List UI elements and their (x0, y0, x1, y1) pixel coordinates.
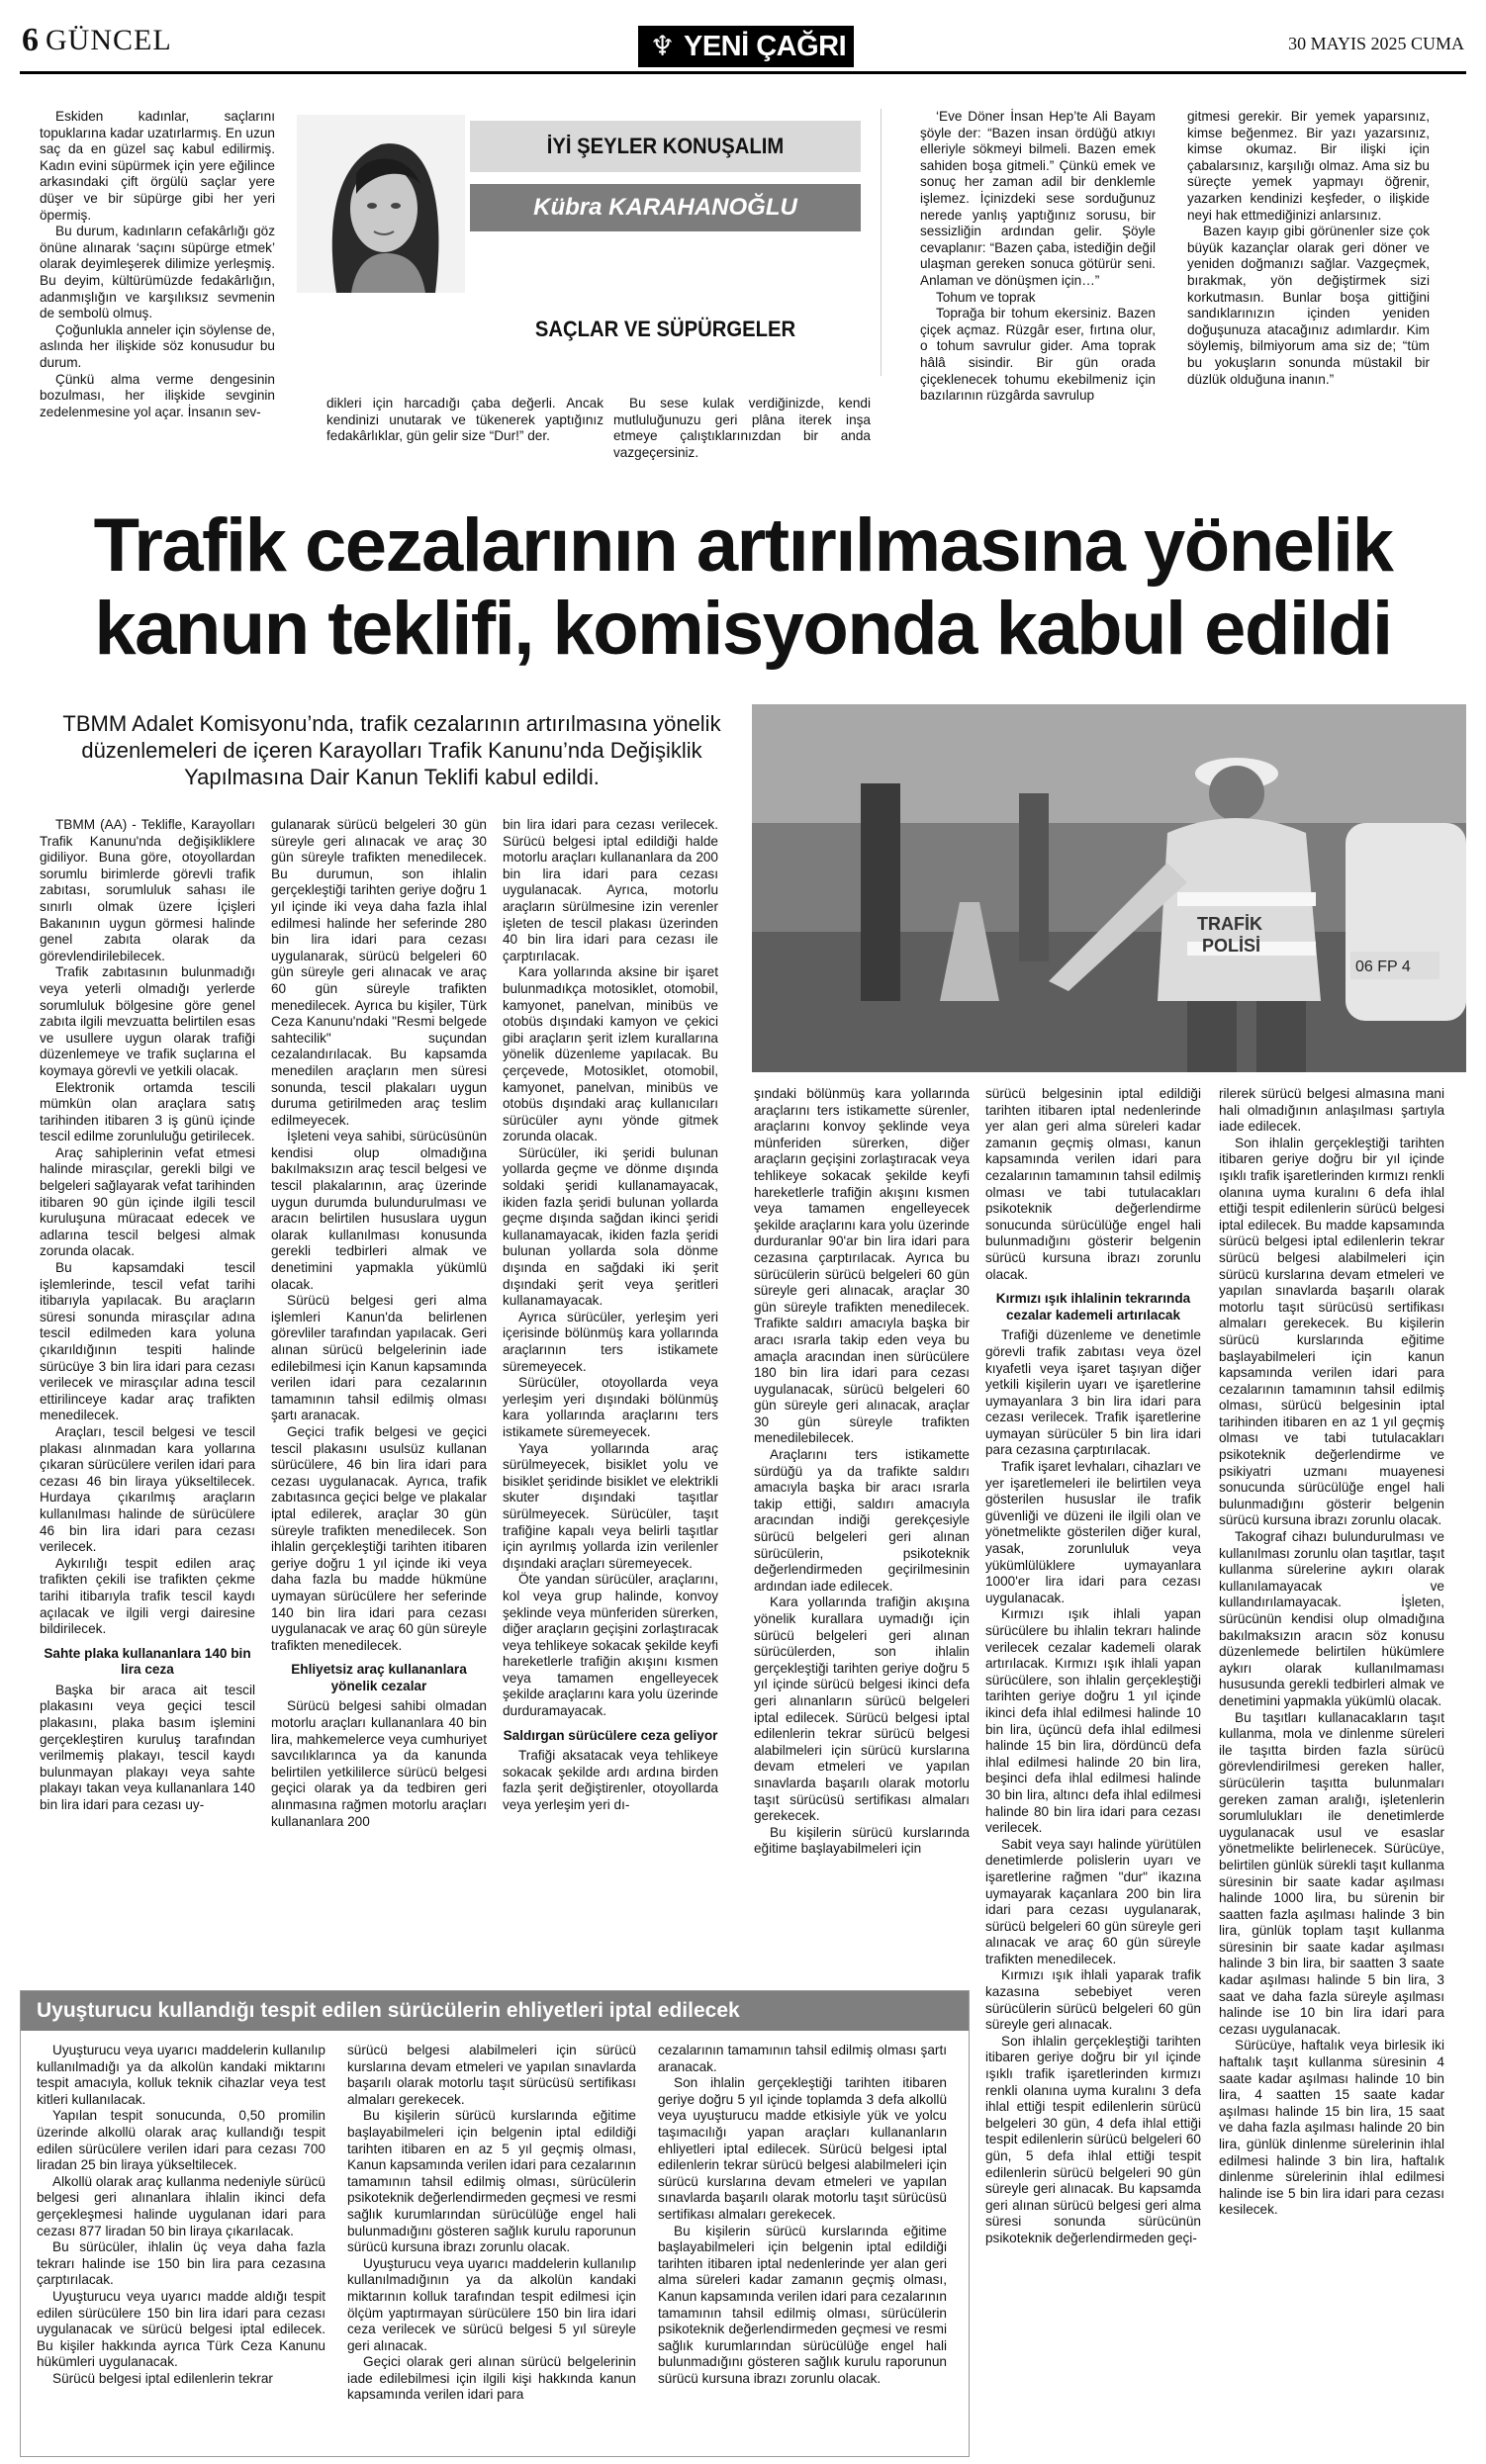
masthead-emblem-icon: ♆ (650, 30, 676, 62)
masthead-title: YENİ ÇAĞRI (684, 31, 847, 62)
drug-box-col-2: sürücü belgesi alabilmeleri için sürücü kurslarına devam etmeleri ve yapılan sınavlarda başarılı olarak motorlu taşıt sürücüsü sertifikası almaları gerekecek. Bu kişilerin sürücü kurslarında eğitime başlayabilmeleri için belgenin iptal edildiği tarihten itibaren en az 5 yıl geçmiş olması, Kanun kapsamında verilen idari para cezalarının tamamının tahsil edilmiş olması, sürücülerin psikoteknik değerlendirmeden geçmesi ve resmi sağlık kurumlarından sürücülüğe engel hali bulunmadığını gösteren sağlık kurulu raporunun sürücü kursuna ibrazı zorunlu olacak. Uyuşturucu veya uyarıcı maddelerin kullanılıp kullanılmadığının ya da alkolün kandaki miktarının kolluk tarafından tespit edilmesi için ölçüm yaptırmayan sürücülere 150 bin lira idari ceza verilecek ve sürücü belgesi 5 yıl süreyle geri alınacak. Geçici olarak geri alınan sürücü belgelerinin iade edilebilmesi için ilgili kişi hakkında kanun kapsamında verilen idari para (347, 2043, 636, 2403)
drug-box-col-1: Uyuşturucu veya uyarıcı maddelerin kullanılıp kullanılmadığı ya da alkolün kandaki miktarını tespit amacıyla, kolluk teknik cihazlar veya test kitleri kullanılacak. Yapılan tespit sonucunda, 0,50 promilin üzerinde alkollü olarak araç kullandığı tespit edilen sürücülere verilen idari para cezası 700 liradan 25 bin liraya yükseltilecek. Alkollü olarak araç kullanma nedeniyle sürücü belgesi geri alınanlara ihlalin ikinci defa gerçekleşmesi halinde uygulanan idari para cezası 877 liradan 50 bin liraya çıkarılacak. Bu sürücüler, ihlalin üç veya daha fazla tekrarı halinde ise 150 bin lira para cezasına çarptırılacak. Uyuşturucu veya uyarıcı madde aldığı tespit edilen sürücülere 150 bin lira idari para cezası uygulanacak ve sürücü belgesi iptal edilecek. Bu kişiler hakkında ayrıca Türk Ceza Kanunu hükümleri uygulanacak. Sürücü belgesi iptal edilenlerin tekrar (37, 2043, 325, 2386)
masthead-logo (638, 26, 854, 67)
traffic-police-photo (752, 704, 1466, 1072)
subheading: Saldırgan sürücülere ceza geliyor (503, 1727, 718, 1743)
headline-line-1: Trafik cezalarının artırılmasına yönelik (93, 503, 1393, 588)
opinion-col-1: Eskiden kadınlar, saçlarını topuklarına kadar uzatırlarmış. En uzun saç da en güzel saç kabul edilirmiş. Kadın evini süpürmek için yere eğilince arkasındaki çift örgülü saçlar yere düşer ve bir süpürge gibi her yeri öpermiş. Bu durum, kadınların cefakârlığı göz önüne alınarak ‘saçını süpürge etmek’ olarak deyimleşerek dilimize yerleşmiş. Bu deyim, kültürümüzde fedakârlığın, adanmışlığın ve karşılıksız sevmenin de sembolü olmuş. Çoğunlukla anneler için söylense de, aslında her ilişkide söz konusudur bu durum. Çünkü alma verme dengesinin bozulması, her ilişkide sevginin zedelenmesine yol açar. İnsanın sev- (40, 109, 275, 419)
column-title: SAÇLAR VE SÜPÜRGELER (534, 317, 796, 341)
article-col-6: rilerek sürücü belgesi almasına mani hali olmadığının anlaşılması şartıyla iade edilecek. Son ihlalin gerçekleştiği tarihten itibaren geriye doğru bir yıl içinde ışıklı trafik işaretlerinden kırmızı renkli olanına uyma kuralını 6 defa ihlal ettiği tespit edilenlerin sürücü belgesi iptal edilecek. Bu madde kapsamında sürücü belgesi iptal edilenlerin tekrar sürücü belgesi alabilmeleri için sürücü kurslarına devam etmeleri ve yapılan sınavlarda başarılı olarak motorlu taşıt sürücüsü sertifikası almaları gerekecek. Bu kişilerin sürücü kurslarında eğitime başlayabilmeleri için kanun kapsamında verilen idari para cezalarının tamamının tahsil edilmiş olması, sürücü belgesinin iptal tarihinden itibaren en az 1 yıl geçmiş olması ve tabi tutulacakları psikoteknik değerlendirme ve psikiyatri uzmanı muayenesi sonucunda sürücülüğe engel hali bulunmadığını gösterir belgenin sürücü kursuna ibrazı zorunlu olacak. Takograf cihazı bulundurulması ve kullanılması zorunlu olan taşıtlar, taşıt kullanma sürelerine aykırı olarak kullanılamayacak ve kullandırılamayacak. İşleten, sürücünün kendisi olup olmadığına bakılmaksızın aracın söz konusu düzenlemede belirtilen hükümlere aykırı olarak kullanılmaması hususunda gerekli tedbirleri almak ve denetimini yapmakla yükümlü olacak. Bu taşıtları kullanacakların taşıt kullanma, mola ve dinlenme süreleri ile taşıtta birden fazla sürücü görevlendirilmesi gereken haller, sürücülerin taşıtta bulunmaları gereken zaman aralığı, işletenlerin sorumlulukları ile denetimlerde uygulanacak usul ve esaslar yönetmelikte belirlenecek. Sürücüye, belirtilen günlük sürekli taşıt kullanma süresinin bir saate kadar aşılması halinde 1000 lira, bu sürenin bir saatten fazla aşılması halinde 3 bin lira, günlük toplam taşıt kullanma süresinin bir saate kadar aşılması halinde 3 bin lira, bir saatten 3 saate kadar aşılması halinde 5 bin lira, 3 saat ve daha fazla süreyle aşılması halinde ise 10 bin lira idari para cezası uygulanacak. Sürücüye, haftalık veya birlesik iki haftalık taşıt kullanma süresinin 4 saate kadar aşılması halinde 10 bin lira, 4 saatten 15 saate kadar aşılması halinde 15 bin lira, 15 saat ve daha fazla aşılması halinde 20 bin lira, günlük dinlenme sürelerinin ihlal edilmesi halinde 3 bin lira, haftalık dinlenme sürelerinin ihlal edilmesi halinde ise 5 bin lira idari para cezası kesilecek. (1219, 1086, 1444, 2218)
article-col-5: sürücü belgesinin iptal edildiği tarihten itibaren iptal nedenlerinde yer alan geri alma süreleri kadar zamanın geçmiş olması, kanun kapsamında verilen idari para cezalarının tamamının tahsil edilmiş olması ve tabi tutulacakları psikoteknik değerlendirme sonucunda sürücülüğe engel hali bulunmadığını gösterir belgenin sürücü kursuna ibrazı zorunlu olacak. Kırmızı ışık ihlalinin tekrarında cezalar kademeli artırılacak Trafiği düzenleme ve denetimle görevli trafik zabıtası veya özel kıyafetli veya işaret taşıyan diğer yetkili kişilerin uyarı ve işaretlerine uymayanlara 3 bin lira idari para cezası verilecek. Trafik işaretlerine uymayan sürücüler 5 bin lira idari para cezasına çarptırılacak. Trafik işaret levhaları, cihazları ve yer işaretlemeleri ile belirtilen veya gösterilen hususlar ile trafik güvenliği ve düzeni ile ilgili olan ve yönetmelikte gösterilen diğer kural, yasak, zorunluluk veya yükümlülüklere uymayanlara 1000'er lira idari para cezası uygulanacak. Kırmızı ışık ihlali yapan sürücülere bu ihlalin tekrarı halinde verilecek cezalar kademeli olarak artırılacak. Kırmızı ışık ihlali yapan sürücülere, son ihlalin gerçekleştiği tarihten geriye doğru 1 yıl içinde ikinci defa ihlal edilmesi halinde 10 bin lira, üçüncü defa ihlal edilmesi halinde 15 bin lira, dördüncü defa ihlal edilmesi halinde 20 bin lira, beşinci defa ihlal edilmesi halinde 30 bin lira, altıncı defa ihlal edilmesi halinde 80 bin lira idari para cezası verilecek. Sabit veya sayı halinde yürütülen denetimlerde polislerin uyarı ve işaretlerine rağmen "dur" ikazına uymayarak kaçanlara 200 bin lira idari para cezası uygulanarak, sürücü belgeleri 60 gün süreyle geri alınacak ve araç 60 gün süreyle trafikten menedilecek. Kırmızı ışık ihlali yaparak trafik kazasına sebebiyet veren sürücülerin sürücü belgeleri 60 gün süreyle geri alınacak. Son ihlalin gerçekleştiği tarihten itibaren geriye doğru bir yıl içinde ışıklı trafik işaretlerinden kırmızı renkli olanına uyma kuralını 3 defa ihlal ettiği tespit edilenlerin sürücü belgeleri 30 gün, 4 defa ihlal ettiği tespit edilenlerin sürücü belgeleri 60 gün, 5 defa ihlal ettiği tespit edilenlerin sürücü belgeleri 90 gün süreyle geri alınacak. Bu kapsamda geri alınan sürücü belgesi geri alma süresi sonunda sürücünün psikoteknik değerlendirmeden geçi- (985, 1086, 1201, 2245)
author-box (287, 109, 882, 376)
article-col-4: şındaki bölünmüş kara yollarında araçlarını ters istikamette sürenler, araçlarını konvoy şeklinde veya münferiden sürerken, diğer araçların geçişini zorlaştıracak veya tehlikeye sokacak şekilde keyfi hareketlerle trafiğin akışını kısmen veya tamamen engelleyecek şekilde araçlarını kara yolu üzerinde durduranlar 90'ar bin lira idari para cezasına çarptırılacak. Ayrıca bu sürücülerin sürücü belgeleri 60 gün süreyle geri alınacak, araçlar 30 gün süreyle trafikten menedilecek. Trafikte saldırı amacıyla başka bir aracı ısrarla takip eden veya bu amaçla aracından inen sürücülere 180 bin lira idari para cezası uygulanacak, sürücü belgeleri 60 gün süreyle geri alınacak, araçlar 30 gün süreyle trafikten menedilebilecek. Araçlarını ters istikamette sürdüğü ya da trafikte saldırı amacıyla başka bir aracı ısrarla takip ettiği, saldırı amacıyla aracından indiği gerekçesiyle sürücü belgeleri geri alınan sürücülerin, psikoteknik değerlendirmeden geçirilmesinin ardından iade edilecek. Kara yollarında trafiğin akışına yönelik kurallara uymadığı için sürücü belgeleri geri alınan sürücülerden, son ihlalin gerçekleştiği tarihten geriye doğru 5 yıl içinde sürücü belgesi ikinci defa geri alınanların sürücü belgeleri iptal edilecek. Sürücü belgesi iptal edilenlerin tekrar sürücü belgesi alabilmeleri için sürücü kurslarına devam etmeleri ve yapılan sınavlarda başarılı olarak motorlu taşıt sürücüsü sertifikası almaları gerekecek. Bu kişilerin sürücü kurslarında eğitime başlayabilmeleri için (754, 1086, 970, 1857)
article-col-1: TBMM (AA) - Teklifle, Karayolları Trafik Kanunu'nda değişikliklere gidiliyor. Buna göre, otoyollardan sorumlu birimlerde görevli trafik zabıtası, sorumluluk sahası ile sınırlı olmak üzere İçişleri Bakanının uygun görmesi halinde genel zabıta olarak da görevlendirilebilecek. Trafik zabıtasının bulunmadığı veya yeterli olmadığı yerlerde sorumluluk bölgesine göre genel zabıta ilgili mevzuatta belirtilen esas ve usullere uygun olarak trafiği düzenlemeye ve trafik suçlarına el koymaya görevli ve yetkili olacak. Elektronik ortamda tescili mümkün olan araçlara satış tarihinden itibaren 3 iş günü içinde tescil edilme zorunluluğu getirilecek. Araç sahiplerinin vefat etmesi halinde mirasçılar, gerekli bilgi ve belgeleri sağlayarak vefat tarihinden itibaren 90 gün içinde ilgili tescil kuruluşuna müracaat edecek ve adlarına tescil belgesi almak zorunda olacak. Bu kapsamdaki tescil işlemlerinde, tescil vefat tarihi itibarıyla yapılacak. Bu araçların süresi sonunda mirasçılar adına tescil edilmeden kara yoluna çıkarıldığının tespiti halinde sürücüye 3 bin lira idari para cezası verilecek ve mirasçılar adına tescil ettirilinceye kadar araç trafikten menedilecek. Araçları, tescil belgesi ve tescil plakası alınmadan kara yollarına çıkaran sürücülere verilen idari para cezası 46 bin liraya yükseltilecek. Hurdaya çıkarılmış araçların kullanılması halinde de sürücülere 46 bin lira idari para cezası verilecek. Aykırılığı tespit edilen araç trafikten çekili ise trafikten çekme tarihi itibarıyla trafik tescil kaydı açılacak ve ilgili vergi dairesine bildirilecek. Sahte plaka kullananlara 140 bin lira ceza Başka bir araca ait tescil plakasını veya geçici tescil plakasını, plaka basım işlemini gerçekleştiren kuruluş tarafından verilmemiş plakayı, tescil kaydı bulunmayan plakayı veya sahte plakayı takan veya kullananlara 140 bin lira idari para cezası uy- (40, 817, 255, 1813)
drug-box-heading: Uyuşturucu kullandığı tespit edilen sürücülerin ehliyetleri iptal edilecek (21, 1991, 969, 2031)
page-number: 6 (22, 22, 39, 58)
drug-box-col-3: cezalarının tamamının tahsil edilmiş olması şartı aranacak. Son ihlalin gerçekleştiği tarihten itibaren geriye doğru 5 yıl içinde toplamda 3 defa alkollü veya uyuşturucu madde etkisiyle yük ve yolcu taşımacılığı yapan araçları kullananların ehliyetleri iptal edilecek. Sürücü belgesi iptal edilenlerin tekrar sürücü belgesi alabilmeleri için sürücü kurslarına devam etmeleri ve yapılan sınavlarda başarılı olarak motorlu taşıt sürücüsü sertifikası almaları gerekecek. Bu kişilerin sürücü kurslarında eğitime başlayabilmeleri için belgenin iptal edildiği tarihten itibaren iptal nedenlerinde yer alan geri alma süreleri kadar zamanın geçmiş olması, Kanun kapsamında verilen idari para cezalarının tamamının tahsil edilmiş olması, sürücülerin psikoteknik değerlendirmeden geçmesi ve resmi sağlık kurumlarından sürücülüğe engel hali bulunmadığını gösteren sağlık kurulu raporunun sürücü kursuna ibrazı zorunlu olacak. (658, 2043, 947, 2386)
article-col-3: bin lira idari para cezası verilecek. Sürücü belgesi iptal edildiği halde motorlu araçları kullananlara da 200 bin lira idari para cezası uygulanacak. Ayrıca, motorlu araçların sürülmesine izin verenler işleten de tescil plakası üzerinden 40 bin lira idari para cezası ile çarptırılacak. Kara yollarında aksine bir işaret bulunmadıkça motosiklet, otomobil, kamyonet, panelvan, minibüs ve otobüs dışındaki kamyon ve çekici gibi araçların şerit izlem kurallarına yönelik düzenleme yapılacak. Bu çerçevede, Motosiklet, otomobil, kamyonet, panelvan, minibüs ve otobüs dışındaki araç kullanıcıları sürücüler aynı yönde gitmek zorunda olacak. Sürücüler, iki şeridi bulunan yollarda geçme ve dönme dışında soldaki şeridi kullanamayacak, ikiden fazla şeridi bulunan yollarda geçme dışında sağdan ikinci şeridi kullanamayacak, ikiden fazla şeridi bulunan yollarda sola dönme dışında en sağdaki iki şerit dışındaki şerit veya şeritleri kullanamayacak. Ayrıca sürücüler, yerleşim yeri içerisinde bölünmüş kara yollarında araçlarının ters istikamete süremeyecek. Sürücüler, otoyollarda veya yerleşim yeri dışındaki bölünmüş kara yollarında araçlarını ters istikamete süremeyecek. Yaya yollarında araç sürülmeyecek, bisiklet yolu ve bisiklet şeridinde bisiklet ve elektrikli skuter dışındaki taşıtlar sürülmeyecek. Sürücüler, taşıt trafiğine kapalı veya belirli taşıtlar için ayrılmış yollarda izin verilenler dışındaki araçları süremeyecek. Öte yandan sürücüler, araçlarını, kol veya grup halinde, konvoy şeklinde veya münferiden sürerken, diğer araçların geçişini zorlaştıracak veya tehlikeye sokacak şekilde keyfi hareketlerle trafiğin akışını kısmen veya tamamen engelleyecek şekilde araçlarını kara yolu üzerinde durduramayacak. Saldırgan sürücülere ceza geliyor Trafiği aksatacak veya tehlikeye sokacak şekilde ardı ardına birden fazla şerit değiştirenler, otoyollarda veya yerleşim yeri dı- (503, 817, 718, 1813)
author-band (470, 184, 861, 231)
issue-date: 30 MAYIS 2025 CUMA (1288, 34, 1464, 53)
opinion-col-2: dikleri için harcadığı çaba değerli. Ancak kendinizi unutarak ve tükenerek yaptığınız fedakârlıklar, gün gelir size “Dur!” der. (326, 396, 604, 444)
opinion-col-5: gitmesi gerekir. Bir yemek yaparsınız, kimse beğenmez. Bir yazı yazarsınız, kimse okumaz. Bir ilişki için çabalarsınız, karşılığı olmaz. Ama siz bu süreçte yemek yapmayı öğrenir, yazarken kendinizi keşfeder, o ilişkide neyi hak ettmediğinizi anlarsınız. Bazen kayıp gibi görünenler size çok büyük kazançlar olarak geri döner ve yeniden doğmanızı sağlar. Vazgeçmek, bırakmak, yön değiştirmek sizi korkutmasın. Bunlar boşa gittiğini sandıklarınızın içinden yeniden doğuşunuza atacağınız adımlardır. Kim söylemiş, bilmiyorum ama siz de; “tüm bu yokuşların sonunda müstakil bir düzlük olduğuna inanın.” (1187, 109, 1430, 387)
author-name: Kübra KARAHANOĞLU (533, 194, 797, 221)
photo-image (752, 704, 1466, 1072)
article-col-2: gulanarak sürücü belgeleri 30 gün süreyle geri alınacak ve araç 30 gün süreyle trafikten menedilecek. Bu durumun, son ihlalin gerçekleştiği tarihten geriye doğru 1 yıl içinde iki veya daha fazla ihlal edilmesi halinde her seferinde 280 bin lira idari para cezası uygulanarak, sürücü belgeleri 60 gün süreyle geri alınacak ve araç 60 gün süreyle trafikten menedilecek. Ayrıca bu kişiler, Türk Ceza Kanunu'ndaki "Resmi belgede sahtecilik" suçundan cezalandırılacak. Bu kapsamda menedilen araçların men süresi sonunda, tescil plakaları uygun duruma getirilmeden araç teslim edilmeyecek. İşleteni veya sahibi, sürücüsünün kendisi olup olmadığına bakılmaksızın araç tescil belgesi ve tescil plakalarının, araç üzerinde uygun durumda bulundurulması ve aracın belirtilen hususlara uygun olarak kullanılması konusunda gerekli tedbirleri almak ve denetimini yapmakla yükümlü olacak. Sürücü belgesi geri alma işlemleri Kanun'da belirlenen görevliler tarafından yapılacak. Geri alınan sürücü belgelerinin iade edilebilmesi için Kanun kapsamında verilen idari para cezalarının tamamının tahsil edilmiş olması şartı aranacak. Geçici trafik belgesi ve geçici tescil plakasını usulsüz kullanan sürücülere, 46 bin lira idari para cezası uygulanacak. Ayrıca, trafik zabıtasınca geçici belge ve plakalar iptal edilerek, araçlar 30 gün süreyle trafikten menedilecek. Son ihlalin gerçekleştiği tarihten itibaren geriye doğru 1 yıl içinde iki veya daha fazla bu madde hükmüne uymayan sürücülere her seferinde 140 bin lira idari para cezası uygulanacak ve araç 60 gün süreyle trafikten menedilecek. Ehliyetsiz araç kullananlara yönelik cezalar Sürücü belgesi sahibi olmadan motorlu araçları kullananlara 40 bin lira, mahkemelerce veya cumhuriyet savcılıklarınca ya da kanunda belirtilen yetkililerce sürücü belgesi geçici olarak ya da tedbiren geri alınmasına rağmen motorlu araçları kullananlara 200 (271, 817, 487, 1829)
opinion-col-3: Bu sese kulak verdiğinizde, kendi mutluluğunuzu geri plâna iterek inşa etmeye çalıştıklarınızdan bir anda vazgeçersiniz. (613, 396, 871, 460)
author-photo (297, 115, 465, 293)
headline (20, 504, 1466, 671)
headline-line-2: kanun teklifi, komisyonda kabul edildi (94, 587, 1392, 671)
subheading: Sahte plaka kullananlara 140 bin lira ceza (44, 1645, 251, 1678)
series-title: İYİ ŞEYLER KONUŞALIM (546, 134, 785, 158)
subheading: Ehliyetsiz araç kullananlara yönelik cezalar (291, 1662, 467, 1693)
photo-plate: 06 FP 4 (1355, 958, 1411, 975)
opinion-col-4: ‘Eve Döner İnsan Hep’te Ali Bayam şöyle der: “Bazen insan ördüğü atkıyı elleriyle sökmeyi bilmeli. Bazen emek sahiden boşa gitmeli.” Çünkü emek ve sonuç her zaman adil bir denklemle işlemez. İçinizdeki sese sorduğunuz nerede yanlış yaptığınız sorusu, bir sessizliğin ardından gelir. Şöyle cevaplanır: “Bazen çaba, istediğin değil ulaşman gereken sonuca götürür seni. Anlaman ve dönüşmen için…” Tohum ve toprak Toprağa bir tohum ekersiniz. Bazen çiçek açmaz. Rüzgâr eser, fırtına olur, o tohum savrulur gider. Ama toprak hâlâ sisindir. Bir gün orada çiçeklenecek tohumu ekebilmeniz için bazılarının rüzgârda savrulup (920, 109, 1156, 404)
section-name: GÜNCEL (46, 24, 172, 56)
series-title-band (470, 121, 861, 172)
photo-vest-text-2: POLİSİ (1202, 936, 1261, 956)
header-rule (20, 71, 1466, 74)
subheading: Kırmızı ışık ihlalinin tekrarında cezalar kademeli artırılacak (995, 1291, 1191, 1323)
photo-vest-text-1: TRAFİK (1197, 914, 1262, 934)
drug-box (20, 1990, 970, 2457)
page-header (0, 0, 1486, 69)
article-lead: TBMM Adalet Komisyonu’nda, trafik cezalarının artırılmasına yönelik düzenlemeleri de içeren Karayolları Trafik Kanunu’nda Değişiklik Yapılmasına Dair Kanun Teklifi kabul edildi. (62, 711, 721, 789)
